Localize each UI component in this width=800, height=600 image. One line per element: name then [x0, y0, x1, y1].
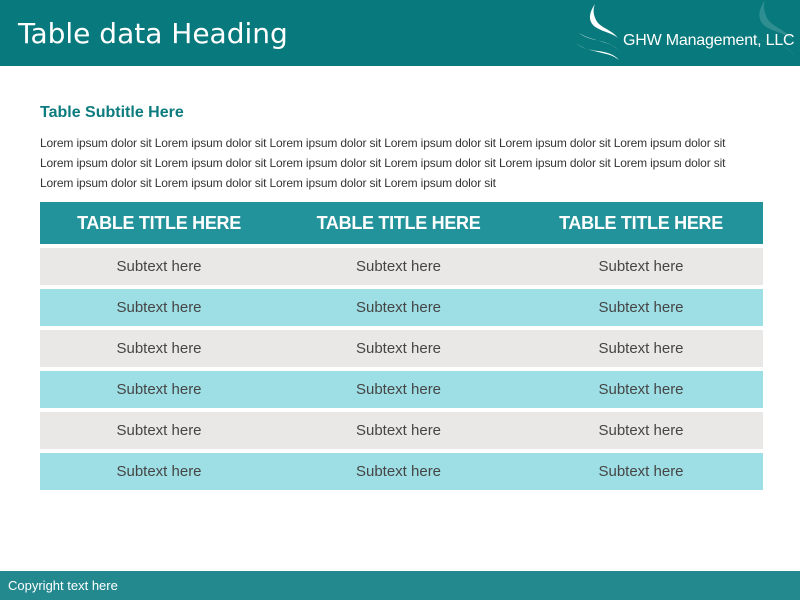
column-header: TABLE TITLE HERE	[316, 213, 481, 233]
table-cell: Subtext here	[598, 258, 684, 275]
column-header: TABLE TITLE HERE	[77, 213, 241, 233]
table-row	[40, 330, 763, 367]
table-cell: Subtext here	[598, 463, 684, 480]
table-cell: Subtext here	[355, 258, 442, 275]
table-row	[40, 248, 763, 285]
copyright-text: Copyright text here	[8, 578, 118, 593]
footer-bar	[0, 571, 800, 600]
column-header: TABLE TITLE HERE	[559, 213, 723, 233]
table-cell: Subtext here	[116, 340, 202, 357]
company-name: GHW Management, LLC	[623, 32, 795, 49]
table-cell: Subtext here	[355, 299, 442, 316]
table-cell: Subtext here	[355, 381, 442, 398]
page-title: Table data Heading	[18, 17, 288, 50]
table-cell: Subtext here	[116, 463, 202, 480]
table-row	[40, 412, 763, 449]
table-cell: Subtext here	[355, 463, 442, 480]
table-row	[40, 453, 763, 490]
header-bar	[0, 0, 800, 66]
table-cell: Subtext here	[116, 258, 202, 275]
table-cell: Subtext here	[598, 422, 684, 439]
table-cell: Subtext here	[355, 340, 442, 357]
table-cell: Subtext here	[598, 340, 684, 357]
table-row	[40, 371, 763, 408]
table-cell: Subtext here	[116, 422, 202, 439]
table-cell: Subtext here	[116, 299, 202, 316]
table-subtitle: Table Subtitle Here	[40, 104, 184, 121]
table-row	[40, 289, 763, 326]
table-cell: Subtext here	[116, 381, 202, 398]
data-table	[40, 202, 763, 490]
swoosh-leaf-logo-icon	[575, 2, 625, 62]
company-logo	[575, 2, 800, 66]
table-cell: Subtext here	[355, 422, 442, 439]
table-cell: Subtext here	[598, 381, 684, 398]
body-paragraph: Lorem ipsum dolor sit Lorem ipsum dolor sit Lorem ipsum dolor sit Lorem ipsum dolor sit Lorem ipsum dolor sit Lorem ipsum dolor sit Lorem ipsum dolor sit Lorem ipsum dolor sit Lorem ipsum dolor sit Lorem ipsum dolor sit Lorem ipsum dolor sit Lorem ipsum dolor sit Lorem ipsum dolor sit Lorem ipsum dolor sit Lorem ipsum dolor sit Lorem ipsum dolor sit	[40, 136, 726, 190]
table-header-row	[40, 202, 763, 244]
table-cell: Subtext here	[598, 299, 684, 316]
